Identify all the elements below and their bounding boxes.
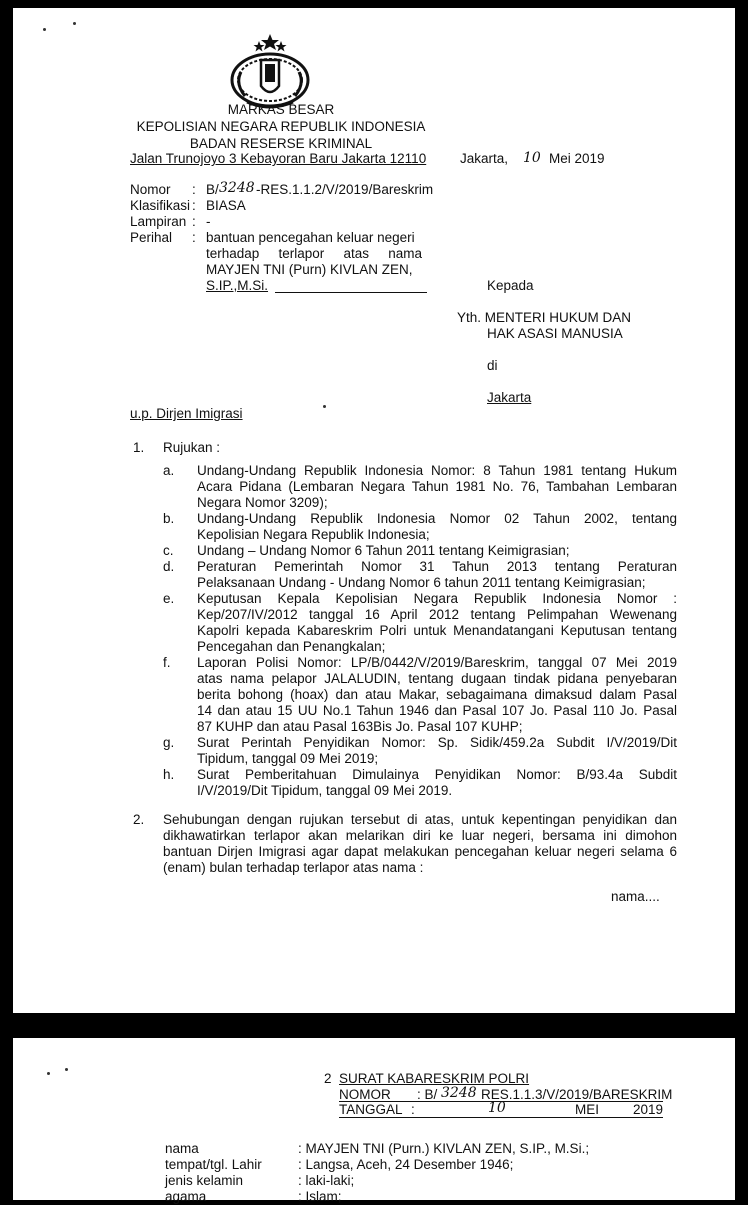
page2-tanggal-label: TANGGAL bbox=[339, 1102, 403, 1117]
section-1-title: Rujukan : bbox=[163, 440, 221, 455]
document-page-1: MARKAS BESAR KEPOLISIAN NEGARA REPUBLIK INDONESIA BADAN RESERSE KRIMINAL Jalan Trunojoyo 3 Kebayoran Baru Jakarta 12110 Jakarta, 10 Mei 2019 Nomor : B/ 3248 -RES.1.1.2/V/2019/Bareskrim Klasifikasi : BIASA Lampiran : - Perihal : bantuan pencegahan keluar negeri terhadap terlapor atas nama MAYJEN TNI (Purn) KIVLAN ZEN, S.IP.,M.Si. Kepada Yth. MENTERI HUKUM DAN HAK ASASI MANUSIA di Jakarta u.p. Dirjen Imigrasi 1. Rujukan : a. Undang-Undang Republik Indonesia Nomor: 8 Tahun 1981 tentang Hukum Acara Pidana (Lembaran Negara Tahun 1981 No. 76, Tambahan Lembaran Negara Nomor 3209); b. Undang-Undang Republik Indonesia Nomor 02 Tahun 2002, tentang Kepolisian Negara Republik Indonesia; c. Undang – Undang Nomor 6 Tahun 2011 tentang Keimigrasian; d. Peraturan Pemerintah Nomor 31 Tahun 2013 tentang Peraturan Pelaksanaan Undang - Undang Nomor 6 tahun 2011 tentang Keimigrasian; e. Keputusan Kepala Kepolisian Negara Republik Indonesia Nomor : Kep/207/IV/2012 tanggal 16 April 2012 tentang Pelimpahan Wewenang Kapolri kepada Kabareskrim Polri untuk Menandatangani Keputusan tentang Pencegahan dan Penangkalan; f. Laporan Polisi Nomor: LP/B/0442/V/2019/Bareskrim, tanggal 07 Mei 2019 atas nama pelapor JALALUDIN, tentang dugaan tindak pidana penyebaran berita bohong (hoax) dan atau Makar, sebagaimana dimaksud dalam Pasal 14 dan atau 15 UU No.1 Tahun 1946 dan Pasal 107 Jo. Pasal 110 Jo. Pasal 87 KUHP dan atau Pasal 163Bis Jo. Pasal 107 KUHP; g. Surat Perintah Penyidikan Nomor: Sp. Sidik/459.2a Subdit I/V/2019/Dit Tipidum, tanggal 09 Mei 2019; h. Surat Pemberitahuan Dimulainya Penyidikan Nomor: B/93.4a Subdit I/V/2019/Dit Tipidum, tanggal 09 Mei 2019. 2. Sehubungan dengan rujukan tersebut di atas, untuk kepentingan penyidikan dan dikhawatirkan terlapor akan melarikan diri ke luar negeri, bersama ini dimohon bantuan Dirjen Imigrasi agar dapat melakukan pencegahan keluar negeri selama 6 (enam) bulan terhadap terlapor atas nama : nama.... bbox=[13, 8, 735, 1013]
lampiran-label: Lampiran bbox=[130, 214, 187, 229]
scan-speck bbox=[65, 1068, 68, 1071]
perihal-line: terhadap terlapor atas nama bbox=[206, 246, 422, 261]
rujukan-item-line: Kep/207/IV/2012 tanggal 16 April 2012 tentang Pelimpahan Wewenang bbox=[197, 607, 677, 622]
scan-speck bbox=[47, 1072, 50, 1075]
page2-tanggal-handwritten: 10 bbox=[488, 1100, 506, 1116]
perihal-line: bantuan pencegahan keluar negeri bbox=[206, 230, 415, 245]
rujukan-item-letter: c. bbox=[163, 543, 174, 558]
nomor-suffix: -RES.1.1.2/V/2019/Bareskrim bbox=[256, 182, 434, 197]
recipient-up: u.p. Dirjen Imigrasi bbox=[130, 406, 243, 421]
page2-surat-title: SURAT KABARESKRIM POLRI bbox=[339, 1071, 530, 1086]
rujukan-item-line: Pelaksanaan Undang - Undang Nomor 6 tahun 2011 tentang Keimigrasian; bbox=[197, 575, 646, 590]
rujukan-item-letter: e. bbox=[163, 591, 175, 606]
page-number: 2 bbox=[324, 1071, 332, 1086]
identity-field-label: jenis kelamin bbox=[165, 1173, 244, 1188]
scan-speck bbox=[323, 405, 326, 408]
identity-field-value: : laki-laki; bbox=[298, 1173, 355, 1188]
page2-tanggal-colon: : bbox=[411, 1102, 415, 1117]
lampiran-value: - bbox=[206, 214, 211, 229]
perihal-line: S.IP.,M.Si. bbox=[206, 278, 269, 293]
klasifikasi-label: Klasifikasi bbox=[130, 198, 191, 213]
klasifikasi-value: BIASA bbox=[206, 198, 246, 213]
rujukan-item-line: Surat Perintah Penyidikan Nomor: Sp. Sidik/459.2a Subdit I/V/2019/Dit bbox=[197, 735, 677, 750]
nomor-prefix: B/ bbox=[206, 182, 219, 197]
nomor-handwritten: 3248 bbox=[219, 180, 255, 196]
nomor-label: Nomor bbox=[130, 182, 171, 197]
page2-nomor-prefix: : B/ bbox=[417, 1087, 438, 1102]
letter-month-year: Mei 2019 bbox=[549, 151, 605, 166]
rujukan-item-line: Keputusan Kepala Kepolisian Negara Republik Indonesia Nomor : bbox=[197, 591, 677, 606]
police-emblem-logo bbox=[225, 32, 315, 110]
scan-speck bbox=[73, 22, 76, 25]
rujukan-item-line: Acara Pidana (Lembaran Negara Tahun 1981 No. 76, Tambahan Lembaran bbox=[197, 479, 677, 494]
identity-field-value: : Langsa, Aceh, 24 Desember 1946; bbox=[298, 1157, 514, 1172]
rujukan-item-line: I/V/2019/Dit Tipidum, tanggal 09 Mei 2019. bbox=[197, 783, 453, 798]
page2-tanggal-underline bbox=[339, 1117, 663, 1118]
header-line-1: MARKAS BESAR bbox=[227, 102, 335, 117]
identity-field-value: : Islam; bbox=[298, 1189, 342, 1204]
header-address: Jalan Trunojoyo 3 Kebayoran Baru Jakarta 12110 bbox=[130, 151, 427, 166]
rujukan-item-line: 14 dan atau 15 UU No.1 Tahun 1946 dan Pasal 107 Jo. Pasal 110 Jo. Pasal bbox=[197, 703, 677, 718]
letter-date-handwritten: 10 bbox=[523, 150, 541, 166]
section-2-line: Sehubungan dengan rujukan tersebut di atas, untuk kepentingan penyidikan dan bbox=[163, 812, 677, 827]
page2-nomor-handwritten: 3248 bbox=[441, 1085, 477, 1101]
page2-tanggal-year: 2019 bbox=[633, 1102, 664, 1117]
perihal-label: Perihal bbox=[130, 230, 173, 245]
section-2-line: (enam) bulan terhadap terlapor atas nama : bbox=[163, 860, 424, 875]
recipient-di: di bbox=[487, 358, 498, 373]
section-2-line: dikhawatirkan terlapor akan melarikan diri ke luar negeri, bersama ini dimohon bbox=[163, 828, 677, 843]
page2-nomor-label: NOMOR bbox=[339, 1087, 391, 1102]
scan-speck bbox=[43, 28, 46, 31]
rujukan-item-letter: b. bbox=[163, 511, 175, 526]
section-2-line: bantuan Dirjen Imigrasi agar dapat melakukan pencegahan keluar negeri selama 6 bbox=[163, 844, 677, 859]
perihal-underline bbox=[275, 292, 427, 293]
rujukan-item-line: Negara Nomor 3209); bbox=[197, 495, 328, 510]
rujukan-item-line: 87 KUHP dan atau Pasal 163Bis Jo. Pasal 107 KUHP; bbox=[197, 719, 523, 734]
section-1-number: 1. bbox=[133, 440, 145, 455]
rujukan-item-letter: g. bbox=[163, 735, 175, 750]
header-line-3: BADAN RESERSE KRIMINAL bbox=[189, 136, 373, 151]
letter-city: Jakarta, bbox=[460, 151, 509, 166]
recipient-line-1: Yth. MENTERI HUKUM DAN bbox=[457, 310, 632, 325]
recipient-line-2: HAK ASASI MANUSIA bbox=[487, 326, 623, 341]
rujukan-item-line: Tipidum, tanggal 09 Mei 2019; bbox=[197, 751, 379, 766]
rujukan-item-line: Pencegahan dan Penangkalan; bbox=[197, 639, 386, 654]
rujukan-item-line: Undang-Undang Republik Indonesia Nomor: 8 Tahun 1981 tentang Hukum bbox=[197, 463, 677, 478]
document-page-2 bbox=[13, 1038, 735, 1204]
recipient-city: Jakarta bbox=[487, 390, 532, 405]
rujukan-item-line: Surat Pemberitahuan Dimulainya Penyidikan Nomor: B/93.4a Subdit bbox=[197, 767, 677, 782]
section-2-number: 2. bbox=[133, 812, 145, 827]
rujukan-item-line: Undang-Undang Republik Indonesia Nomor 02 Tahun 2002, tentang bbox=[197, 511, 677, 526]
rujukan-item-letter: h. bbox=[163, 767, 175, 782]
rujukan-item-letter: d. bbox=[163, 559, 175, 574]
rujukan-item-line: Kapolri kepada Kabareskrim Polri untuk Menandatangani Keputusan tentang bbox=[197, 623, 677, 638]
rujukan-item-line: berita bohong (hoax) dan atau Makar, sebagaimana dimaksud dalam Pasal bbox=[197, 687, 677, 702]
rujukan-item-letter: a. bbox=[163, 463, 175, 478]
identity-field-label: tempat/tgl. Lahir bbox=[165, 1157, 262, 1172]
rujukan-item-line: Kepolisian Negara Republik Indonesia; bbox=[197, 527, 430, 542]
continuation-text: nama.... bbox=[611, 889, 660, 904]
identity-field-value: : MAYJEN TNI (Purn.) KIVLAN ZEN, S.IP., M.Si.; bbox=[298, 1141, 590, 1156]
identity-field-label: nama bbox=[165, 1141, 199, 1156]
page2-nomor-suffix: RES.1.1.3/V/2019/BARESKRIM bbox=[481, 1087, 673, 1102]
perihal-line: MAYJEN TNI (Purn) KIVLAN ZEN, bbox=[206, 262, 413, 277]
rujukan-item-line: Laporan Polisi Nomor: LP/B/0442/V/2019/Bareskrim, tanggal 07 Mei 2019 bbox=[197, 655, 677, 670]
rujukan-item-line: Peraturan Pemerintah Nomor 31 Tahun 2013 tentang Peraturan bbox=[197, 559, 677, 574]
rujukan-item-letter: f. bbox=[163, 655, 171, 670]
rujukan-item-line: Undang – Undang Nomor 6 Tahun 2011 tentang Keimigrasian; bbox=[197, 543, 570, 558]
rujukan-item-line: atas nama pelapor JALALUDIN, tentang dugaan tindak pidana penyebaran bbox=[197, 671, 677, 686]
page2-tanggal-month: MEI bbox=[575, 1102, 600, 1117]
identity-field-label: agama bbox=[165, 1189, 207, 1204]
kepada-label: Kepada bbox=[487, 278, 534, 293]
header-line-2: KEPOLISIAN NEGARA REPUBLIK INDONESIA bbox=[136, 119, 426, 134]
